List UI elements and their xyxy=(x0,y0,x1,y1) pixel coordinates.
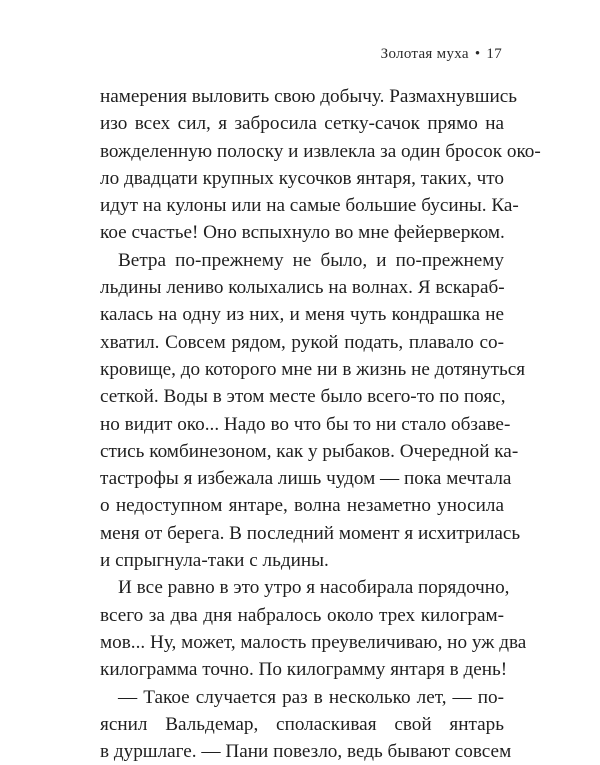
text-line: но видит око... Надо во что бы то ни стало обзаве- xyxy=(100,413,511,435)
header-separator: • xyxy=(474,46,481,62)
running-title: Золотая муха xyxy=(380,46,469,62)
page-number: 17 xyxy=(486,46,502,62)
text-line: намерения выловить свою добычу. Размахнувшись xyxy=(100,86,518,107)
text-line: хватил. Совсем рядом, рукой подать, плавало со- xyxy=(100,331,504,353)
text-line: льдины лениво колыхались на волнах. Я вскараб- xyxy=(100,277,505,299)
text-line: о недоступном янтаре, волна незаметно уносила xyxy=(100,495,504,517)
body-text xyxy=(100,83,541,765)
text-line: изо всех сил, я забросила сетку-сачок прямо на xyxy=(100,113,504,135)
text-line: — Такое случается раз в несколько лет, — по- xyxy=(118,686,504,708)
text-line: Ветра по-прежнему не было, и по-прежнему xyxy=(118,249,504,271)
text-line: килограмма точно. По килограмму янтаря в день! xyxy=(100,659,508,681)
text-line: мов... Ну, может, малость преувеличиваю, но уж два xyxy=(100,631,527,653)
text-line: сеткой. Воды в этом месте было всего-то по пояс, xyxy=(100,386,506,408)
text-line: тастрофы я избежала лишь чудом — пока мечтала xyxy=(100,468,512,490)
text-line: и спрыгнула-таки с льдины. xyxy=(100,550,329,572)
text-line: кое счастье! Оно вспыхнуло во мне фейерверком. xyxy=(100,222,505,244)
text-line: меня от берега. В последний момент я исхитрилась xyxy=(100,522,521,544)
text-line: И все равно в это утро я насобирала порядочно, xyxy=(118,577,510,599)
text-line: идут на кулоны или на самые большие бусины. Ка- xyxy=(100,195,519,217)
text-line: яснил Вальдемар, споласкивая свой янтарь xyxy=(100,713,504,735)
text-line: всего за два дня набралось около трех килограм- xyxy=(100,604,504,626)
text-line: вожделенную полоску и извлекла за один бросок око- xyxy=(100,140,541,162)
text-line: кровище, до которого мне ни в жизнь не дотянуться xyxy=(100,358,526,380)
text-line: в дуршлаге. — Пани повезло, ведь бывают совсем xyxy=(100,741,512,763)
running-header xyxy=(381,46,502,63)
text-line: калась на одну из них, и меня чуть кондрашка не xyxy=(100,304,504,326)
text-line: стись комбинезоном, как у рыбаков. Очередной ка- xyxy=(100,440,519,462)
text-line: ло двадцати крупных кусочков янтаря, таких, что xyxy=(100,167,504,189)
